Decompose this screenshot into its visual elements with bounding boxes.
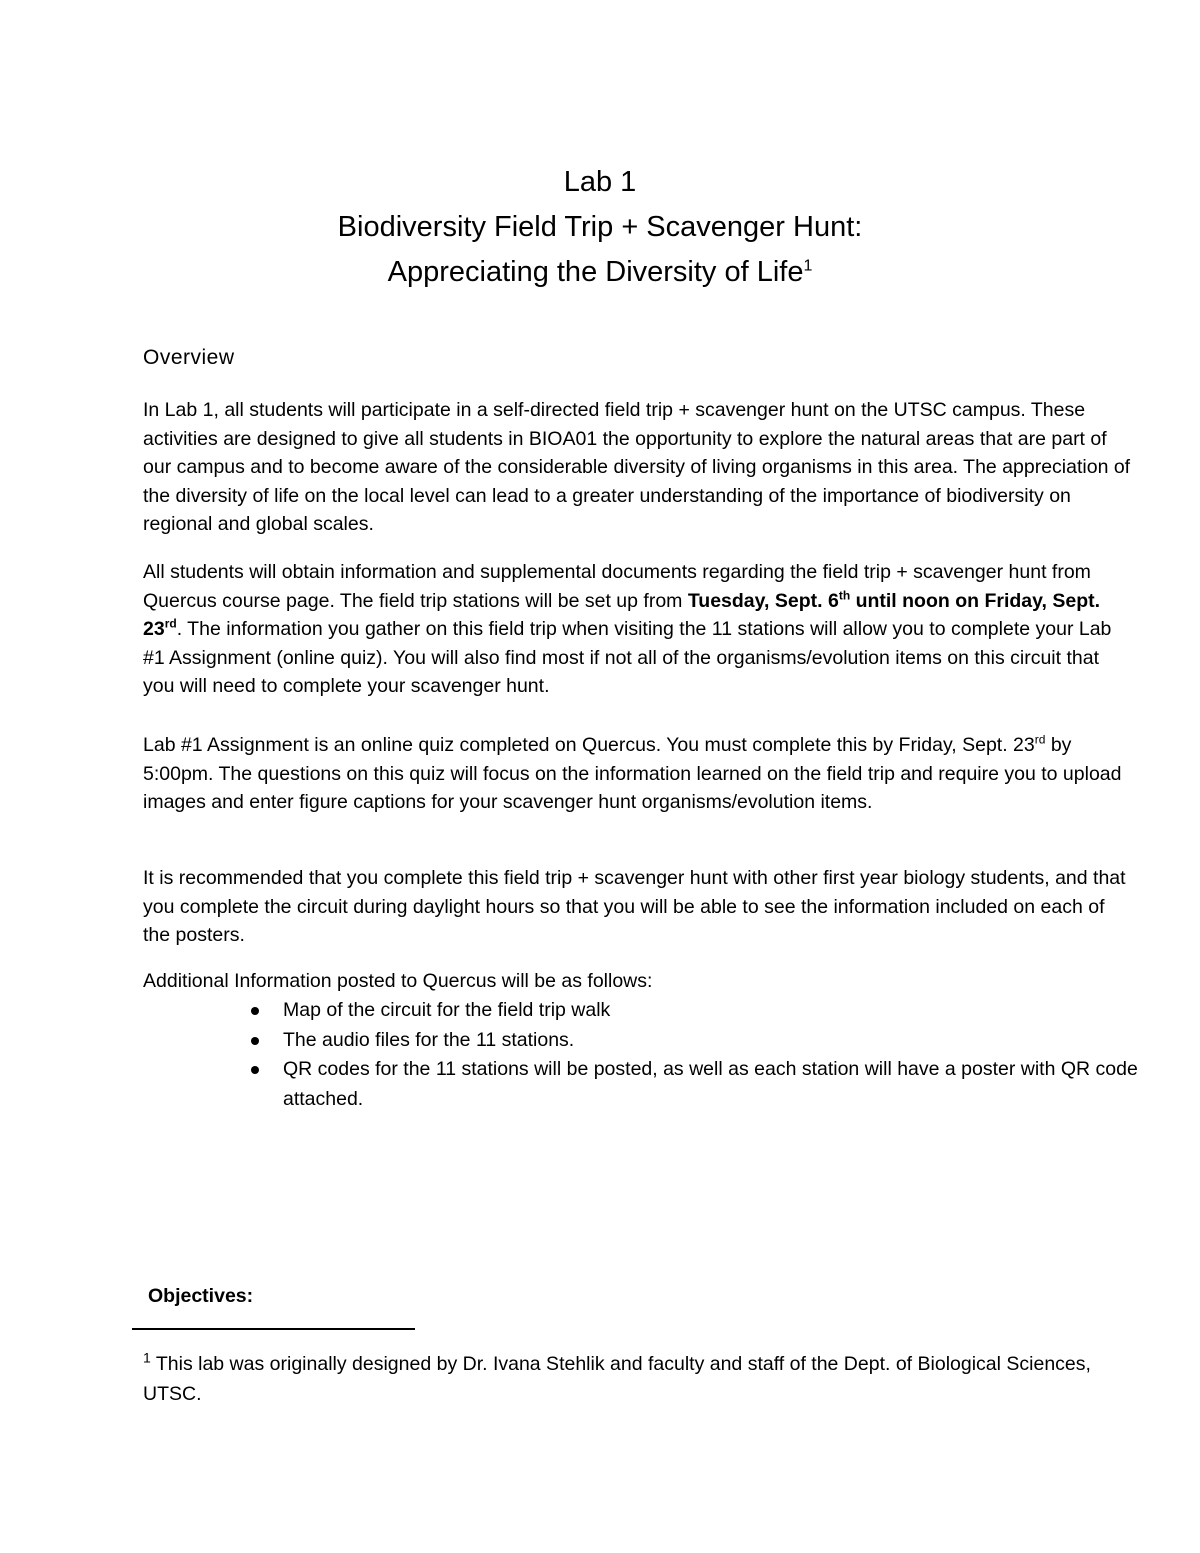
- overview-paragraph-1: In Lab 1, all students will participate in a self-directed field trip + scavenger hunt on the UTSC campus. These activities are designed to give all students in BIOA01 the opportunity to explore the natural areas that are part of our campus and to become aware of the considerable diversity of living organisms in this area. The appreciation of the diversity of life on the local level can lead to a greater understanding of the importance of biodiversity on regional and global scales.: [143, 399, 1131, 536]
- p2-end-date-text: until noon on Friday, Sept. 23: [143, 589, 1101, 641]
- p2-end-date-suffix: rd: [164, 616, 177, 631]
- p2-start-date-suffix: th: [838, 588, 851, 603]
- list-item: [245, 1055, 1145, 1114]
- p2-start-date-text: Tuesday, Sept. 6: [687, 589, 839, 612]
- list-item: [245, 1026, 1145, 1056]
- p3-text-a: Lab #1 Assignment is an online quiz completed on Quercus. You must complete this by Friday, Sept. 23: [143, 734, 1035, 756]
- list-item-text: The audio files for the 11 stations.: [283, 1028, 575, 1051]
- bullet-icon: [251, 1007, 259, 1015]
- additional-info-list: [245, 996, 1145, 1114]
- p3-date-suffix: rd: [1034, 732, 1046, 747]
- overview-heading: Overview: [143, 346, 235, 369]
- overview-paragraph-4: It is recommended that you complete this field trip + scavenger hunt with other first year biology students, and that you complete the circuit during daylight hours so that you will be able to see the information included on each of the posters.: [143, 867, 1126, 947]
- bullet-icon: [251, 1066, 259, 1074]
- footnote-mark: 1: [143, 1349, 151, 1366]
- overview-paragraph-5: Additional Information posted to Quercus will be as follows:: [143, 970, 653, 992]
- lab-subtitle: [0, 250, 1200, 295]
- title-block: [0, 160, 1200, 295]
- overview-paragraph-3: [143, 731, 1133, 817]
- p2-text-d: . The information you gather on this field trip when visiting the 11 stations will allow you to complete your Lab #1 Assignment (online quiz). You will also find most if not all of the organisms/evolution items on this circuit that you will need to complete your scavenger hunt.: [143, 618, 1112, 698]
- footnote-separator: [132, 1328, 415, 1330]
- overview-paragraph-2: [143, 558, 1133, 701]
- list-item-text: Map of the circuit for the field trip walk: [283, 999, 611, 1021]
- footnote: [143, 1349, 1123, 1409]
- objectives-heading: Objectives:: [148, 1285, 254, 1307]
- lab-subtitle-text: Appreciating the Diversity of Life: [387, 256, 804, 288]
- lab-number-title: Lab 1: [563, 166, 637, 198]
- bullet-icon: [251, 1037, 259, 1045]
- lab-title: Biodiversity Field Trip + Scavenger Hunt:: [337, 211, 863, 243]
- footnote-text: This lab was originally designed by Dr. Ivana Stehlik and faculty and staff of the Dept. of Biological Sciences, UTSC.: [143, 1353, 1091, 1405]
- list-item-text: QR codes for the 11 stations will be posted, as well as each station will have a poster with QR code attached.: [283, 1058, 1138, 1110]
- footnote-reference: 1: [803, 257, 813, 275]
- p3-text-b: by 5:00pm. The questions on this quiz will focus on the information learned on the field trip and require you to upload images and enter figure captions for your scavenger hunt organisms/evolution items.: [143, 734, 1122, 814]
- list-item: [245, 996, 1145, 1026]
- p2-text-a: All students will obtain information and supplemental documents regarding the field trip + scavenger hunt from Quercus course page. The field trip stations will be set up from: [143, 561, 1091, 612]
